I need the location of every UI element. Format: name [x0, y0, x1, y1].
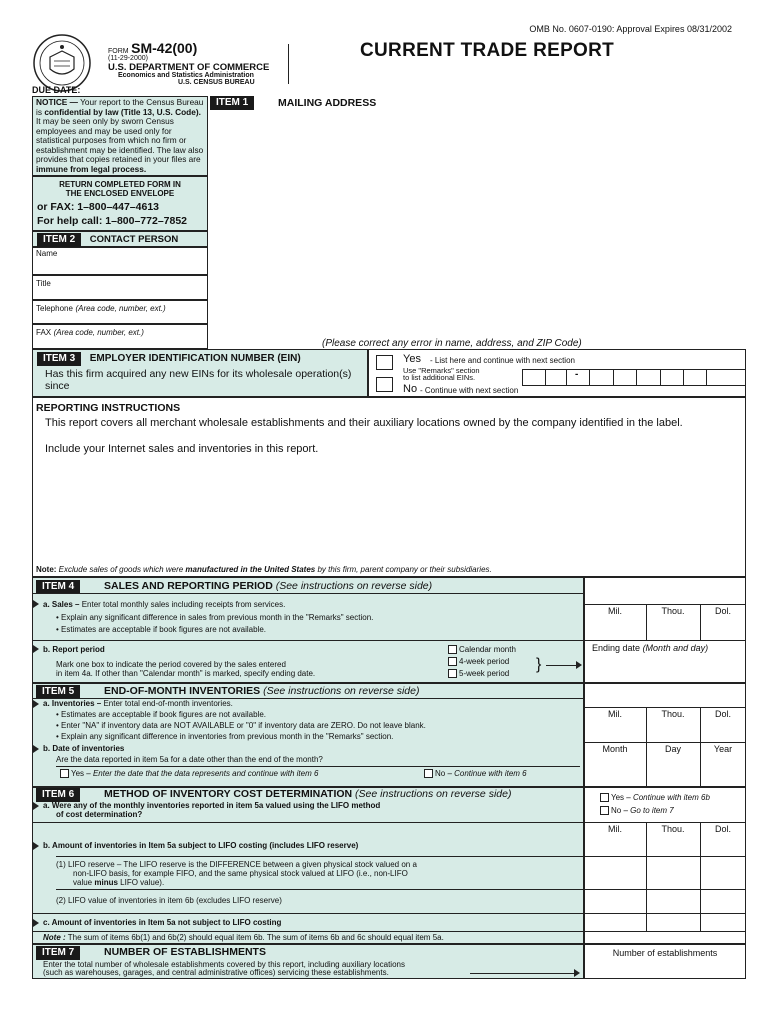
ending-date-input[interactable]	[590, 656, 740, 680]
brace-icon: }	[536, 656, 542, 673]
contact-fax-field[interactable]: FAX (Area code, number, ext.)	[32, 324, 208, 349]
lifo-reserve-input[interactable]	[590, 860, 740, 886]
form-word: FORM	[108, 48, 129, 55]
item3-yes-checkbox[interactable]	[376, 355, 393, 370]
item5-no-option[interactable]: No – Continue with item 6	[424, 769, 527, 778]
inventory-year-input[interactable]	[704, 758, 744, 784]
item3-no-checkbox[interactable]	[376, 377, 393, 392]
inventory-dol-input[interactable]	[704, 720, 744, 740]
item7-title: NUMBER OF ESTABLISHMENTS	[104, 946, 266, 958]
form-number: SM-42(00)	[131, 40, 198, 56]
reporting-instructions: REPORTING INSTRUCTIONS This report covers all merchant wholesale establishments and their auxiliary locations owned by the company identified in the label. Include your Internet sales and inventories in this report. Note: Exclude sales of goods which were manufactured in the United States by this firm, parent company or their subsidiaries.	[32, 397, 746, 577]
contact-telephone-field[interactable]: Telephone (Area code, number, ext.)	[32, 300, 208, 324]
item6-label: ITEM 6	[36, 788, 80, 802]
establishments-input[interactable]: Number of establishments	[584, 944, 746, 979]
census-seal-icon	[32, 33, 92, 93]
item4-label: ITEM 4	[36, 580, 80, 594]
item3-no-label: No	[403, 383, 418, 395]
correct-address-note: (Please correct any error in name, address, and ZIP Code)	[322, 338, 582, 349]
due-date-label: DUE DATE:	[32, 85, 81, 95]
confidentiality-notice: NOTICE — Your report to the Census Bureau is confidential by law (Title 13, U.S. Code). It may be seen only by sworn Census employees and may be used only for statistical purposes from which no firm or establishment may be identified. The law also provides that copies retained in your files are immune from legal process.	[32, 96, 208, 176]
ein-input[interactable]	[522, 369, 746, 386]
ending-date-label: Ending date	[592, 643, 641, 653]
lifo-total-input[interactable]	[590, 836, 740, 854]
contact-title-field[interactable]: Title	[32, 275, 208, 300]
item1-title: MAILING ADDRESS	[278, 97, 377, 109]
item1-label: ITEM 1	[210, 96, 254, 110]
five-week-option[interactable]: 5-week period	[448, 669, 509, 678]
non-lifo-input[interactable]	[590, 915, 740, 929]
lifo-value-input[interactable]	[590, 892, 740, 910]
item7-label: ITEM 7	[36, 946, 80, 960]
item3-section: ITEM 3 EMPLOYER IDENTIFICATION NUMBER (EIN) Has this firm acquired any new EINs for its wholesale operation(s) since	[32, 349, 368, 397]
item6-no-option[interactable]: No – Go to item 7	[600, 806, 674, 815]
form-title: CURRENT TRADE REPORT	[360, 40, 615, 61]
inventory-mil-input[interactable]	[590, 720, 642, 740]
department-name: U.S. DEPARTMENT OF COMMERCE	[108, 62, 270, 73]
item6-yes-option[interactable]: Yes – Continue with item 6b	[600, 793, 710, 802]
sales-dol-input[interactable]	[704, 618, 744, 638]
form-date: (11-29-2000)	[108, 55, 148, 62]
inventory-month-input[interactable]	[590, 758, 642, 784]
omb-number: OMB No. 0607-0190: Approval Expires 08/31/2002	[529, 24, 732, 34]
item5-yes-option[interactable]: Yes – Enter the date that the data represents and continue with item 6	[60, 769, 318, 778]
four-week-option[interactable]: 4-week period	[448, 657, 509, 666]
fax-number: or FAX: 1–800–447–4613	[37, 201, 160, 213]
calendar-month-option[interactable]: Calendar month	[448, 645, 516, 654]
help-phone: For help call: 1–800–772–7852	[37, 215, 188, 227]
inventory-day-input[interactable]	[650, 758, 696, 784]
inventory-thou-input[interactable]	[650, 720, 696, 740]
sales-thou-input[interactable]	[650, 618, 696, 638]
item3-yes-note: - List here and continue with next section	[430, 356, 575, 365]
administration-name: Economics and Statistics Administration	[118, 72, 254, 79]
item2-header: ITEM 2 CONTACT PERSON	[32, 231, 208, 247]
item3-no-note: - Continue with next section	[420, 386, 519, 395]
bureau-name: U.S. CENSUS BUREAU	[178, 79, 255, 86]
contact-name-field[interactable]: Name	[32, 247, 208, 275]
return-instructions: RETURN COMPLETED FORM IN THE ENCLOSED ENVELOPE or FAX: 1–800–447–4613 For help call: 1–800–772–7852	[32, 176, 208, 231]
sales-mil-input[interactable]	[590, 618, 642, 638]
item5-label: ITEM 5	[36, 685, 80, 699]
item3-yes-label: Yes	[403, 353, 421, 365]
